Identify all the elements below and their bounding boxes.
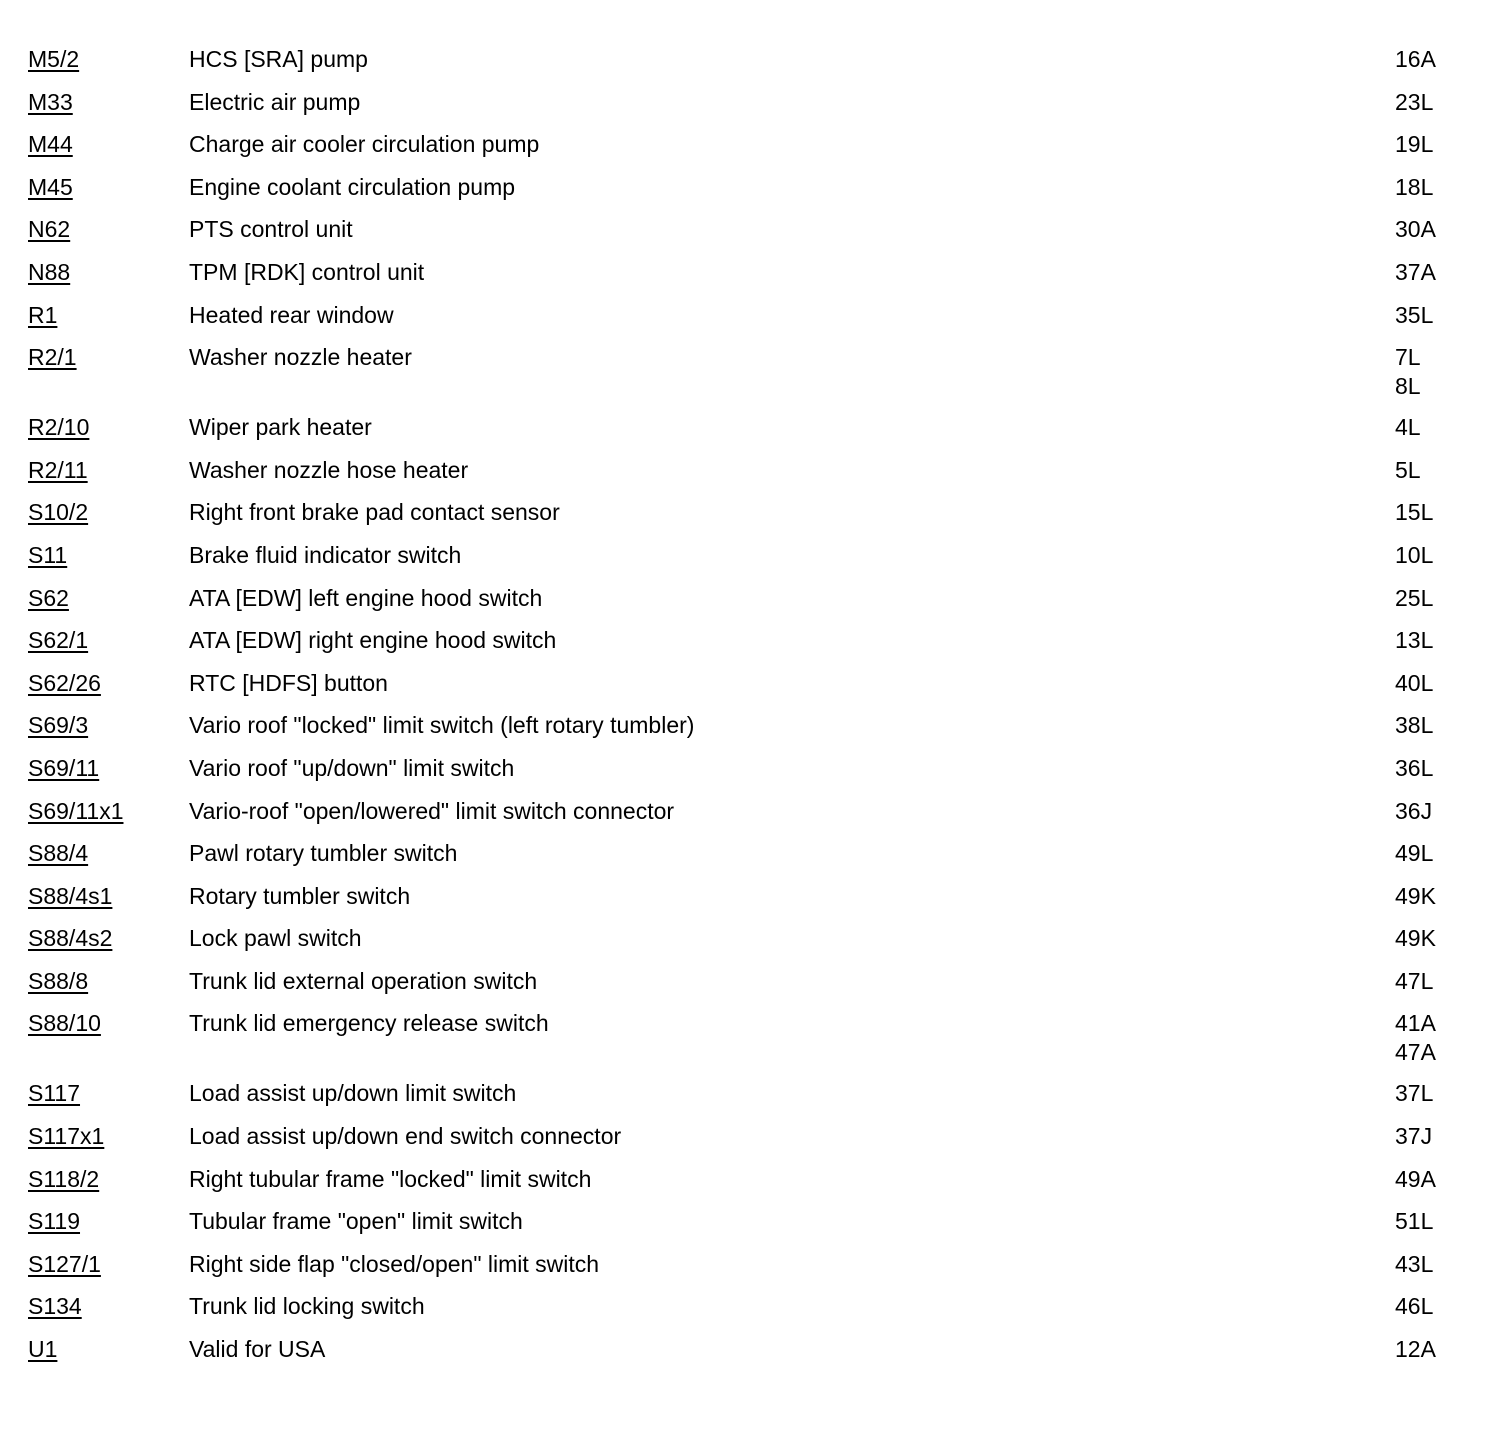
legend-row — [0, 410, 1504, 453]
legend-row — [0, 1162, 1504, 1205]
grid-location-value: 13L — [1395, 627, 1434, 654]
grid-location — [1395, 1009, 1436, 1067]
grid-location — [1395, 88, 1433, 117]
grid-location — [1395, 1079, 1433, 1108]
component-code-link[interactable]: S88/10 — [28, 1010, 101, 1037]
grid-location — [1395, 343, 1421, 401]
component-description: Load assist up/down end switch connector — [189, 1123, 622, 1150]
component-description: Rotary tumbler switch — [189, 882, 411, 909]
legend-row — [0, 964, 1504, 1007]
grid-location — [1395, 754, 1433, 783]
grid-location-value: 18L — [1395, 173, 1434, 200]
component-code-link[interactable]: R2/1 — [28, 344, 77, 371]
component-code-link[interactable]: S10/2 — [28, 499, 89, 526]
component-code-link[interactable]: S117 — [28, 1080, 81, 1107]
legend-row — [0, 623, 1504, 666]
grid-location-value: 49A — [1395, 1165, 1436, 1192]
component-description: Brake fluid indicator switch — [189, 541, 462, 568]
grid-location-value: 36L — [1395, 754, 1434, 781]
grid-location-value: 49K — [1395, 925, 1436, 952]
grid-location — [1395, 1250, 1433, 1279]
legend-row — [0, 1006, 1504, 1076]
legend-row — [0, 1076, 1504, 1119]
component-code-link[interactable]: R2/10 — [28, 414, 90, 441]
legend-row — [0, 581, 1504, 624]
component-description: Right side flap "closed/open" limit switch — [189, 1250, 600, 1277]
grid-location-value: 47L — [1395, 967, 1434, 994]
grid-location — [1395, 669, 1433, 698]
grid-location — [1395, 584, 1433, 613]
grid-location-value: 5L — [1395, 456, 1421, 483]
component-code-link[interactable]: S62/1 — [28, 627, 89, 654]
legend-row — [0, 85, 1504, 128]
component-code-link[interactable]: S119 — [28, 1208, 81, 1235]
grid-location-value: 49K — [1395, 882, 1436, 909]
component-code-link[interactable]: S88/4s2 — [28, 925, 113, 952]
legend-row — [0, 1332, 1504, 1375]
component-description: Right tubular frame "locked" limit switch — [189, 1165, 592, 1192]
component-description: Heated rear window — [189, 301, 394, 328]
grid-location — [1395, 882, 1436, 911]
grid-location — [1395, 130, 1433, 159]
component-description: HCS [SRA] pump — [189, 46, 368, 72]
grid-location-value: 49L — [1395, 840, 1434, 867]
grid-location-value: 37A — [1395, 258, 1436, 285]
component-code-link[interactable]: M5/2 — [28, 46, 80, 72]
component-description: Trunk lid external operation switch — [189, 967, 538, 994]
grid-location — [1395, 1292, 1433, 1321]
legend-row — [0, 42, 1504, 85]
grid-location — [1395, 173, 1433, 202]
grid-location — [1395, 967, 1433, 996]
legend-row — [0, 1119, 1504, 1162]
component-code-link[interactable]: M33 — [28, 88, 73, 115]
component-description: PTS control unit — [189, 216, 353, 243]
grid-location-value: 37L — [1395, 1080, 1434, 1107]
component-description: ATA [EDW] right engine hood switch — [189, 627, 557, 654]
component-code-link[interactable]: S88/8 — [28, 967, 89, 994]
grid-location — [1395, 498, 1433, 527]
legend-row — [0, 794, 1504, 837]
grid-location-value: 7L — [1395, 344, 1421, 371]
legend-row — [0, 170, 1504, 213]
grid-location-value: 10L — [1395, 541, 1434, 568]
grid-location — [1395, 258, 1436, 287]
grid-location-value: 36J — [1395, 797, 1433, 824]
component-description: Tubular frame "open" limit switch — [189, 1208, 523, 1235]
component-description: Wiper park heater — [189, 414, 372, 441]
grid-location-value: 37J — [1395, 1123, 1433, 1150]
legend-row — [0, 298, 1504, 341]
grid-location-value: 47A — [1395, 1039, 1436, 1066]
component-code-link[interactable]: S69/3 — [28, 712, 89, 739]
grid-location — [1395, 1122, 1432, 1151]
grid-location-value: 41A — [1395, 1010, 1436, 1037]
grid-location-value: 46L — [1395, 1293, 1434, 1320]
legend-row — [0, 1289, 1504, 1332]
legend-row — [0, 495, 1504, 538]
component-description: TPM [RDK] control unit — [189, 258, 425, 285]
component-code-link[interactable]: U1 — [28, 1336, 58, 1363]
component-description: Vario roof "up/down" limit switch — [189, 754, 515, 781]
legend-row — [0, 1247, 1504, 1290]
grid-location-value: 30A — [1395, 216, 1436, 243]
component-description: Engine coolant circulation pump — [189, 173, 516, 200]
grid-location-value: 38L — [1395, 712, 1434, 739]
component-legend-table — [0, 42, 1504, 1375]
grid-location-value: 43L — [1395, 1250, 1434, 1277]
component-description: Washer nozzle hose heater — [189, 456, 469, 483]
component-code-link[interactable]: N88 — [28, 258, 71, 285]
component-code-link[interactable]: S62 — [28, 584, 69, 611]
grid-location — [1395, 215, 1436, 244]
component-description: Washer nozzle heater — [189, 344, 412, 371]
legend-row — [0, 921, 1504, 964]
grid-location — [1395, 839, 1433, 868]
component-description: RTC [HDFS] button — [189, 669, 388, 696]
grid-location-value: 4L — [1395, 414, 1421, 441]
legend-row — [0, 212, 1504, 255]
grid-location — [1395, 1335, 1436, 1364]
grid-location-value: 23L — [1395, 88, 1434, 115]
component-description: Charge air cooler circulation pump — [189, 131, 540, 158]
component-code-link[interactable]: S127/1 — [28, 1250, 101, 1277]
grid-location — [1395, 797, 1432, 826]
grid-location — [1395, 45, 1436, 74]
component-code-link[interactable]: S69/11 — [28, 754, 100, 781]
legend-row — [0, 751, 1504, 794]
component-code-link[interactable]: R1 — [28, 301, 58, 328]
legend-row — [0, 836, 1504, 879]
grid-location — [1395, 711, 1433, 740]
component-code-link[interactable]: S62/26 — [28, 669, 101, 696]
component-description: Trunk lid emergency release switch — [189, 1010, 549, 1037]
grid-location — [1395, 1165, 1436, 1194]
component-description: Pawl rotary tumbler switch — [189, 840, 458, 867]
grid-location-value: 25L — [1395, 584, 1434, 611]
grid-location-value: 12A — [1395, 1336, 1436, 1363]
grid-location-value: 19L — [1395, 131, 1434, 158]
component-code-link[interactable]: S118/2 — [28, 1165, 100, 1192]
component-code-link[interactable]: N62 — [28, 216, 71, 243]
grid-location — [1395, 626, 1433, 655]
grid-location — [1395, 413, 1421, 442]
legend-row — [0, 127, 1504, 170]
component-code-link[interactable]: S134 — [28, 1293, 82, 1320]
component-code-link[interactable]: R2/11 — [28, 456, 88, 483]
component-code-link[interactable]: S69/11x1 — [28, 797, 124, 824]
legend-row — [0, 538, 1504, 581]
grid-location-value: 51L — [1395, 1208, 1434, 1235]
component-code-link[interactable]: M45 — [28, 173, 73, 200]
component-description: ATA [EDW] left engine hood switch — [189, 584, 543, 611]
grid-location — [1395, 1207, 1433, 1236]
component-description: Electric air pump — [189, 88, 361, 115]
component-code-link[interactable]: S88/4 — [28, 840, 89, 867]
legend-row — [0, 340, 1504, 410]
component-description: Right front brake pad contact sensor — [189, 499, 560, 526]
grid-location — [1395, 924, 1436, 953]
grid-location-value: 8L — [1395, 373, 1421, 400]
component-description: Vario roof "locked" limit switch (left rotary tumbler) — [189, 712, 695, 739]
component-description: Load assist up/down limit switch — [189, 1080, 517, 1107]
legend-row — [0, 666, 1504, 709]
component-code-link[interactable]: M44 — [28, 131, 73, 158]
grid-location-value: 35L — [1395, 301, 1434, 328]
component-description: Lock pawl switch — [189, 925, 362, 952]
legend-row — [0, 1204, 1504, 1247]
component-code-link[interactable]: S117x1 — [28, 1123, 105, 1150]
component-description: Trunk lid locking switch — [189, 1293, 425, 1320]
legend-row — [0, 708, 1504, 751]
component-code-link[interactable]: S11 — [28, 541, 68, 568]
component-description: Vario-roof "open/lowered" limit switch connector — [189, 797, 675, 824]
grid-location-value: 16A — [1395, 46, 1436, 72]
legend-row — [0, 453, 1504, 496]
component-description: Valid for USA — [189, 1336, 326, 1363]
grid-location — [1395, 541, 1433, 570]
grid-location-value: 15L — [1395, 499, 1434, 526]
legend-row — [0, 255, 1504, 298]
legend-row — [0, 879, 1504, 922]
grid-location — [1395, 456, 1421, 485]
grid-location — [1395, 301, 1433, 330]
component-code-link[interactable]: S88/4s1 — [28, 882, 113, 909]
grid-location-value: 40L — [1395, 669, 1434, 696]
